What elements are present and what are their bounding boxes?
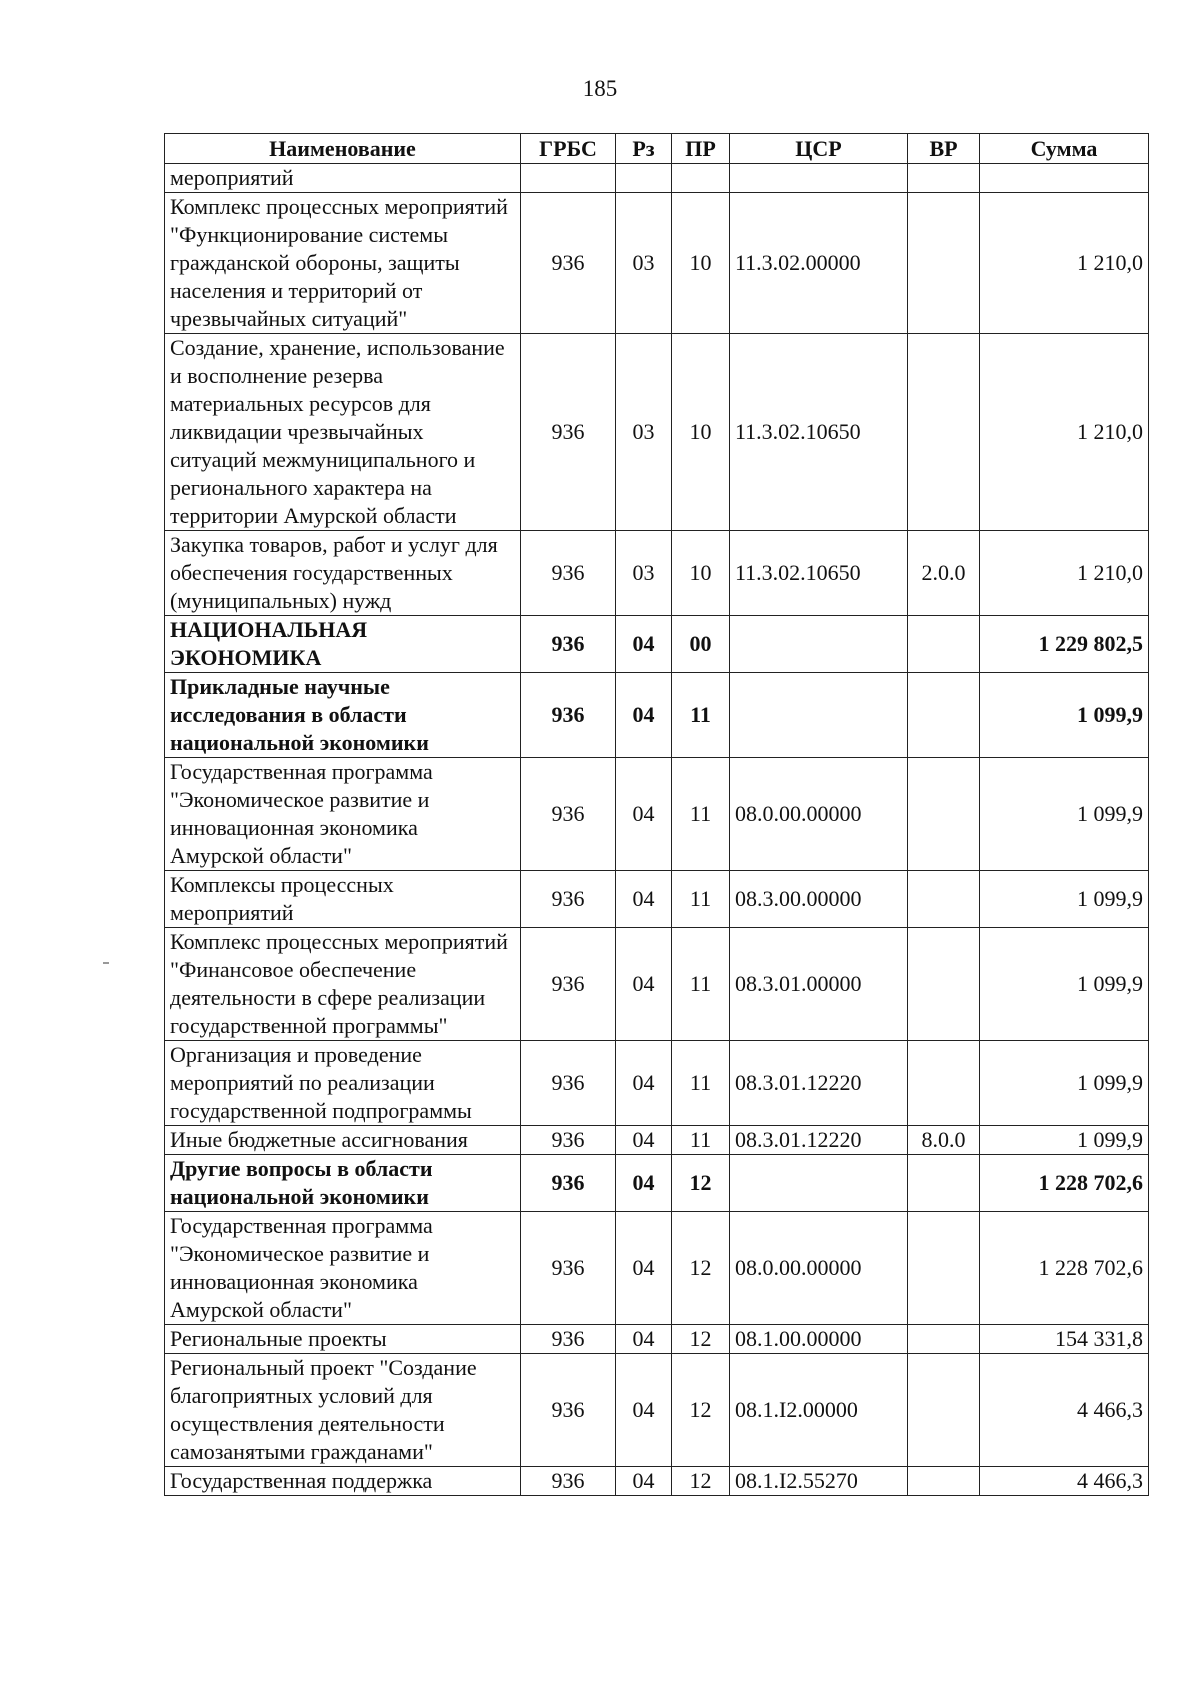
cell-vr xyxy=(908,334,980,531)
cell-vr xyxy=(908,673,980,758)
cell-name: Государственная программа "Экономическое развитие и инновационная экономика Амурской области" xyxy=(165,758,521,871)
cell-name: Организация и проведение мероприятий по реализации государственной подпрограммы xyxy=(165,1041,521,1126)
cell-sum: 1 099,9 xyxy=(980,871,1149,928)
cell-name: Региональные проекты xyxy=(165,1325,521,1354)
cell-rz: 04 xyxy=(616,1041,672,1126)
cell-pr: 11 xyxy=(672,758,730,871)
cell-grbs: 936 xyxy=(521,1467,616,1496)
table-row xyxy=(165,1041,1149,1126)
table-row xyxy=(165,1325,1149,1354)
table-row xyxy=(165,1212,1149,1325)
table-row xyxy=(165,164,1149,193)
table-row xyxy=(165,928,1149,1041)
cell-csr: 08.0.00.00000 xyxy=(730,1212,908,1325)
cell-csr: 08.1.I2.00000 xyxy=(730,1354,908,1467)
cell-grbs: 936 xyxy=(521,531,616,616)
cell-pr: 11 xyxy=(672,928,730,1041)
cell-csr: 08.3.00.00000 xyxy=(730,871,908,928)
cell-pr: 10 xyxy=(672,531,730,616)
cell-vr xyxy=(908,193,980,334)
cell-grbs: 936 xyxy=(521,758,616,871)
cell-pr: 12 xyxy=(672,1325,730,1354)
cell-rz: 04 xyxy=(616,1126,672,1155)
table-row xyxy=(165,673,1149,758)
cell-sum xyxy=(980,164,1149,193)
cell-name: Иные бюджетные ассигнования xyxy=(165,1126,521,1155)
cell-rz: 04 xyxy=(616,1212,672,1325)
cell-pr: 10 xyxy=(672,334,730,531)
cell-grbs: 936 xyxy=(521,1212,616,1325)
cell-pr: 12 xyxy=(672,1467,730,1496)
cell-sum: 1 229 802,5 xyxy=(980,616,1149,673)
page-number: 185 xyxy=(582,76,618,101)
cell-sum: 1 210,0 xyxy=(980,531,1149,616)
cell-grbs: 936 xyxy=(521,871,616,928)
cell-pr: 12 xyxy=(672,1155,730,1212)
cell-csr: 08.1.00.00000 xyxy=(730,1325,908,1354)
cell-pr xyxy=(672,164,730,193)
cell-csr xyxy=(730,616,908,673)
cell-csr xyxy=(730,164,908,193)
cell-rz: 03 xyxy=(616,531,672,616)
cell-vr xyxy=(908,1155,980,1212)
cell-csr: 08.3.01.12220 xyxy=(730,1041,908,1126)
cell-name: Региональный проект "Создание благоприятных условий для осуществления деятельности самозанятыми гражданами" xyxy=(165,1354,521,1467)
cell-name: мероприятий xyxy=(165,164,521,193)
cell-name: Комплекс процессных мероприятий "Функционирование системы гражданской обороны, защиты населения и территорий от чрезвычайных ситуаций" xyxy=(165,193,521,334)
cell-sum: 1 210,0 xyxy=(980,334,1149,531)
cell-name: Прикладные научные исследования в области национальной экономики xyxy=(165,673,521,758)
cell-grbs xyxy=(521,164,616,193)
cell-vr: 8.0.0 xyxy=(908,1126,980,1155)
cell-vr xyxy=(908,1212,980,1325)
cell-vr xyxy=(908,1041,980,1126)
cell-grbs: 936 xyxy=(521,1354,616,1467)
cell-pr: 11 xyxy=(672,673,730,758)
cell-rz: 04 xyxy=(616,1155,672,1212)
header-name: Наименование xyxy=(165,134,521,164)
table-body xyxy=(165,164,1149,1496)
cell-csr: 08.3.01.00000 xyxy=(730,928,908,1041)
cell-name: Другие вопросы в области национальной экономики xyxy=(165,1155,521,1212)
cell-grbs: 936 xyxy=(521,1126,616,1155)
cell-sum: 1 099,9 xyxy=(980,673,1149,758)
header-rz: Рз xyxy=(616,134,672,164)
cell-csr xyxy=(730,1155,908,1212)
table-row xyxy=(165,334,1149,531)
cell-csr: 08.3.01.12220 xyxy=(730,1126,908,1155)
cell-pr: 10 xyxy=(672,193,730,334)
cell-name: Государственная поддержка xyxy=(165,1467,521,1496)
cell-rz: 04 xyxy=(616,871,672,928)
cell-vr xyxy=(908,1467,980,1496)
cell-grbs: 936 xyxy=(521,616,616,673)
cell-csr: 08.1.I2.55270 xyxy=(730,1467,908,1496)
cell-sum: 1 099,9 xyxy=(980,1126,1149,1155)
cell-rz: 04 xyxy=(616,928,672,1041)
cell-grbs: 936 xyxy=(521,193,616,334)
table-row xyxy=(165,1126,1149,1155)
cell-grbs: 936 xyxy=(521,1041,616,1126)
cell-sum: 1 228 702,6 xyxy=(980,1212,1149,1325)
cell-csr: 11.3.02.10650 xyxy=(730,334,908,531)
cell-vr xyxy=(908,164,980,193)
cell-name: Закупка товаров, работ и услуг для обеспечения государственных (муниципальных) нужд xyxy=(165,531,521,616)
cell-csr: 11.3.02.00000 xyxy=(730,193,908,334)
cell-csr: 11.3.02.10650 xyxy=(730,531,908,616)
cell-sum: 154 331,8 xyxy=(980,1325,1149,1354)
cell-rz: 04 xyxy=(616,1354,672,1467)
cell-pr: 11 xyxy=(672,1126,730,1155)
cell-sum: 4 466,3 xyxy=(980,1354,1149,1467)
header-sum: Сумма xyxy=(980,134,1149,164)
table-row xyxy=(165,1354,1149,1467)
header-pr: ПР xyxy=(672,134,730,164)
cell-pr: 00 xyxy=(672,616,730,673)
cell-vr xyxy=(908,1354,980,1467)
budget-table xyxy=(164,133,1149,1496)
header-csr: ЦСР xyxy=(730,134,908,164)
cell-pr: 12 xyxy=(672,1212,730,1325)
cell-grbs: 936 xyxy=(521,1155,616,1212)
cell-sum: 1 228 702,6 xyxy=(980,1155,1149,1212)
cell-sum: 4 466,3 xyxy=(980,1467,1149,1496)
cell-vr xyxy=(908,1325,980,1354)
cell-name: Комплексы процессных мероприятий xyxy=(165,871,521,928)
cell-sum: 1 210,0 xyxy=(980,193,1149,334)
cell-name: Государственная программа "Экономическое развитие и инновационная экономика Амурской области" xyxy=(165,1212,521,1325)
table-row xyxy=(165,531,1149,616)
table-row xyxy=(165,871,1149,928)
cell-vr xyxy=(908,928,980,1041)
cell-pr: 11 xyxy=(672,871,730,928)
header-vr: ВР xyxy=(908,134,980,164)
cell-rz: 03 xyxy=(616,193,672,334)
cell-vr xyxy=(908,871,980,928)
table-row xyxy=(165,193,1149,334)
header-grbs: ГРБС xyxy=(521,134,616,164)
cell-rz xyxy=(616,164,672,193)
cell-rz: 04 xyxy=(616,616,672,673)
cell-vr xyxy=(908,616,980,673)
cell-rz: 04 xyxy=(616,1467,672,1496)
cell-name: Создание, хранение, использование и восполнение резерва материальных ресурсов для ликвидации чрезвычайных ситуаций межмуниципального и регионального характера на территории Амурской области xyxy=(165,334,521,531)
cell-csr xyxy=(730,673,908,758)
cell-sum: 1 099,9 xyxy=(980,758,1149,871)
header-row xyxy=(165,134,1149,164)
cell-rz: 04 xyxy=(616,758,672,871)
scan-mark xyxy=(103,962,109,964)
cell-sum: 1 099,9 xyxy=(980,1041,1149,1126)
table-row xyxy=(165,616,1149,673)
table-row xyxy=(165,1467,1149,1496)
cell-vr xyxy=(908,758,980,871)
cell-vr: 2.0.0 xyxy=(908,531,980,616)
cell-rz: 03 xyxy=(616,334,672,531)
cell-sum: 1 099,9 xyxy=(980,928,1149,1041)
cell-name: Комплекс процессных мероприятий "Финансовое обеспечение деятельности в сфере реализации государственной программы" xyxy=(165,928,521,1041)
cell-name: НАЦИОНАЛЬНАЯ ЭКОНОМИКА xyxy=(165,616,521,673)
cell-grbs: 936 xyxy=(521,1325,616,1354)
cell-rz: 04 xyxy=(616,1325,672,1354)
cell-grbs: 936 xyxy=(521,334,616,531)
cell-csr: 08.0.00.00000 xyxy=(730,758,908,871)
cell-rz: 04 xyxy=(616,673,672,758)
table-row xyxy=(165,1155,1149,1212)
cell-pr: 12 xyxy=(672,1354,730,1467)
cell-grbs: 936 xyxy=(521,928,616,1041)
cell-pr: 11 xyxy=(672,1041,730,1126)
cell-grbs: 936 xyxy=(521,673,616,758)
table-row xyxy=(165,758,1149,871)
